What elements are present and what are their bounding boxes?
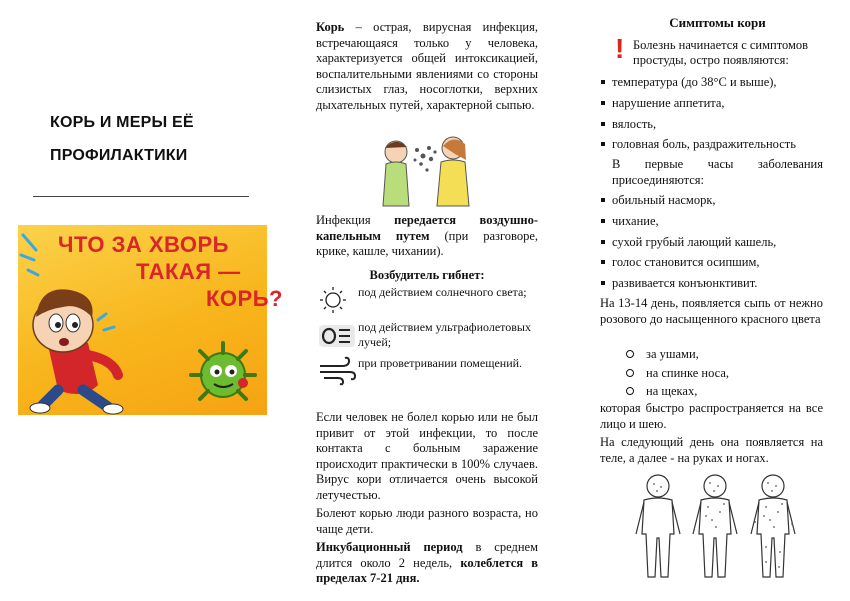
measles-poster [18, 225, 283, 415]
symptom-item: чихание, [612, 214, 659, 228]
page-title: КОРЬ И МЕРЫ ЕЁ ПРОФИЛАКТИКИ [50, 114, 194, 164]
transmission-text: Инфекция передается воздушно-капельным путем (при разговоре, крике, кашле, чихании). [316, 213, 538, 258]
rash-place: на спинке носа, [646, 366, 730, 380]
title-divider [33, 196, 249, 197]
middle-panel [316, 0, 546, 601]
left-panel [0, 0, 285, 601]
wind-icon [316, 356, 358, 386]
kill-item-wind [316, 356, 538, 386]
poster-line-3: КОРЬ? [206, 286, 283, 311]
uv-lamp-icon [316, 320, 358, 350]
measles-definition: Корь – острая, вирусная инфекция, встречающаяся только у человека, характеризуется общей интоксикацией, воспалительными явлениями со стороны слизистых глаз, носоглотки, верхних дыхательных путей, характерной сыпью. [316, 20, 538, 112]
symptoms-heading: Симптомы кори [669, 15, 766, 30]
kill-heading: Возбудитель гибнет: [369, 268, 485, 282]
rash-spread-text: которая быстро распространяется на все лицо и шею. [600, 401, 823, 431]
incubation-text: Инкубационный период в среднем длится около 2 недель, колеблется в пределах 7-21 дня. [316, 540, 538, 585]
symptom-item: голос становится осипшим, [612, 255, 760, 269]
next-day-text: На следующий день она появляется на теле, а далее - на руках и ногах. [600, 435, 823, 465]
symptom-item: головная боль, раздражительность [612, 137, 796, 151]
poster-line-2: ТАКАЯ — [136, 259, 241, 284]
kill-item-text: при проветривании помещений. [358, 356, 523, 370]
symptom-item: вялость, [612, 117, 657, 131]
sun-icon [316, 285, 358, 315]
sneezing-people-illustration [371, 134, 481, 206]
kill-item-text: под действием ультрафиолетовых лучей; [358, 320, 531, 349]
symptom-item: развивается конъюнктивит. [612, 276, 758, 290]
onset-text: Болезнь начинается с симптомов простуды, остро появляются: [633, 38, 809, 67]
symptom-item: нарушение аппетита, [612, 96, 725, 110]
rash-intro-text: На 13-14 день, появляется сыпь от нежно розового до насыщенного красного цвета [600, 296, 823, 326]
kill-item-sun [316, 285, 538, 315]
immunity-text: Если человек не болел корью или не был привит от этой инфекции, то после контакта с больным заражение происходит практически в 100% случаев. Вирус кори отличается очень высокой летучестью. [316, 410, 538, 502]
rash-place: на щеках, [646, 384, 698, 398]
rash-progression-illustration [630, 472, 805, 584]
ages-text: Болеют корью люди разного возраста, но чаще дети. [316, 506, 538, 536]
kill-item-text: под действием солнечного света; [358, 285, 527, 299]
poster-line-1: ЧТО ЗА ХВОРЬ [58, 232, 229, 257]
symptom-item: сухой грубый лающий кашель, [612, 235, 777, 249]
symptom-item: обильный насморк, [612, 193, 716, 207]
first-hours-text: В первые часы заболевания присоединяются: [612, 157, 823, 187]
symptom-item: температура (до 38°С и выше), [612, 75, 777, 89]
rash-place: за ушами, [646, 347, 699, 361]
kill-item-uv [316, 320, 538, 350]
right-panel [600, 0, 835, 601]
alert-icon: ! [615, 33, 625, 64]
